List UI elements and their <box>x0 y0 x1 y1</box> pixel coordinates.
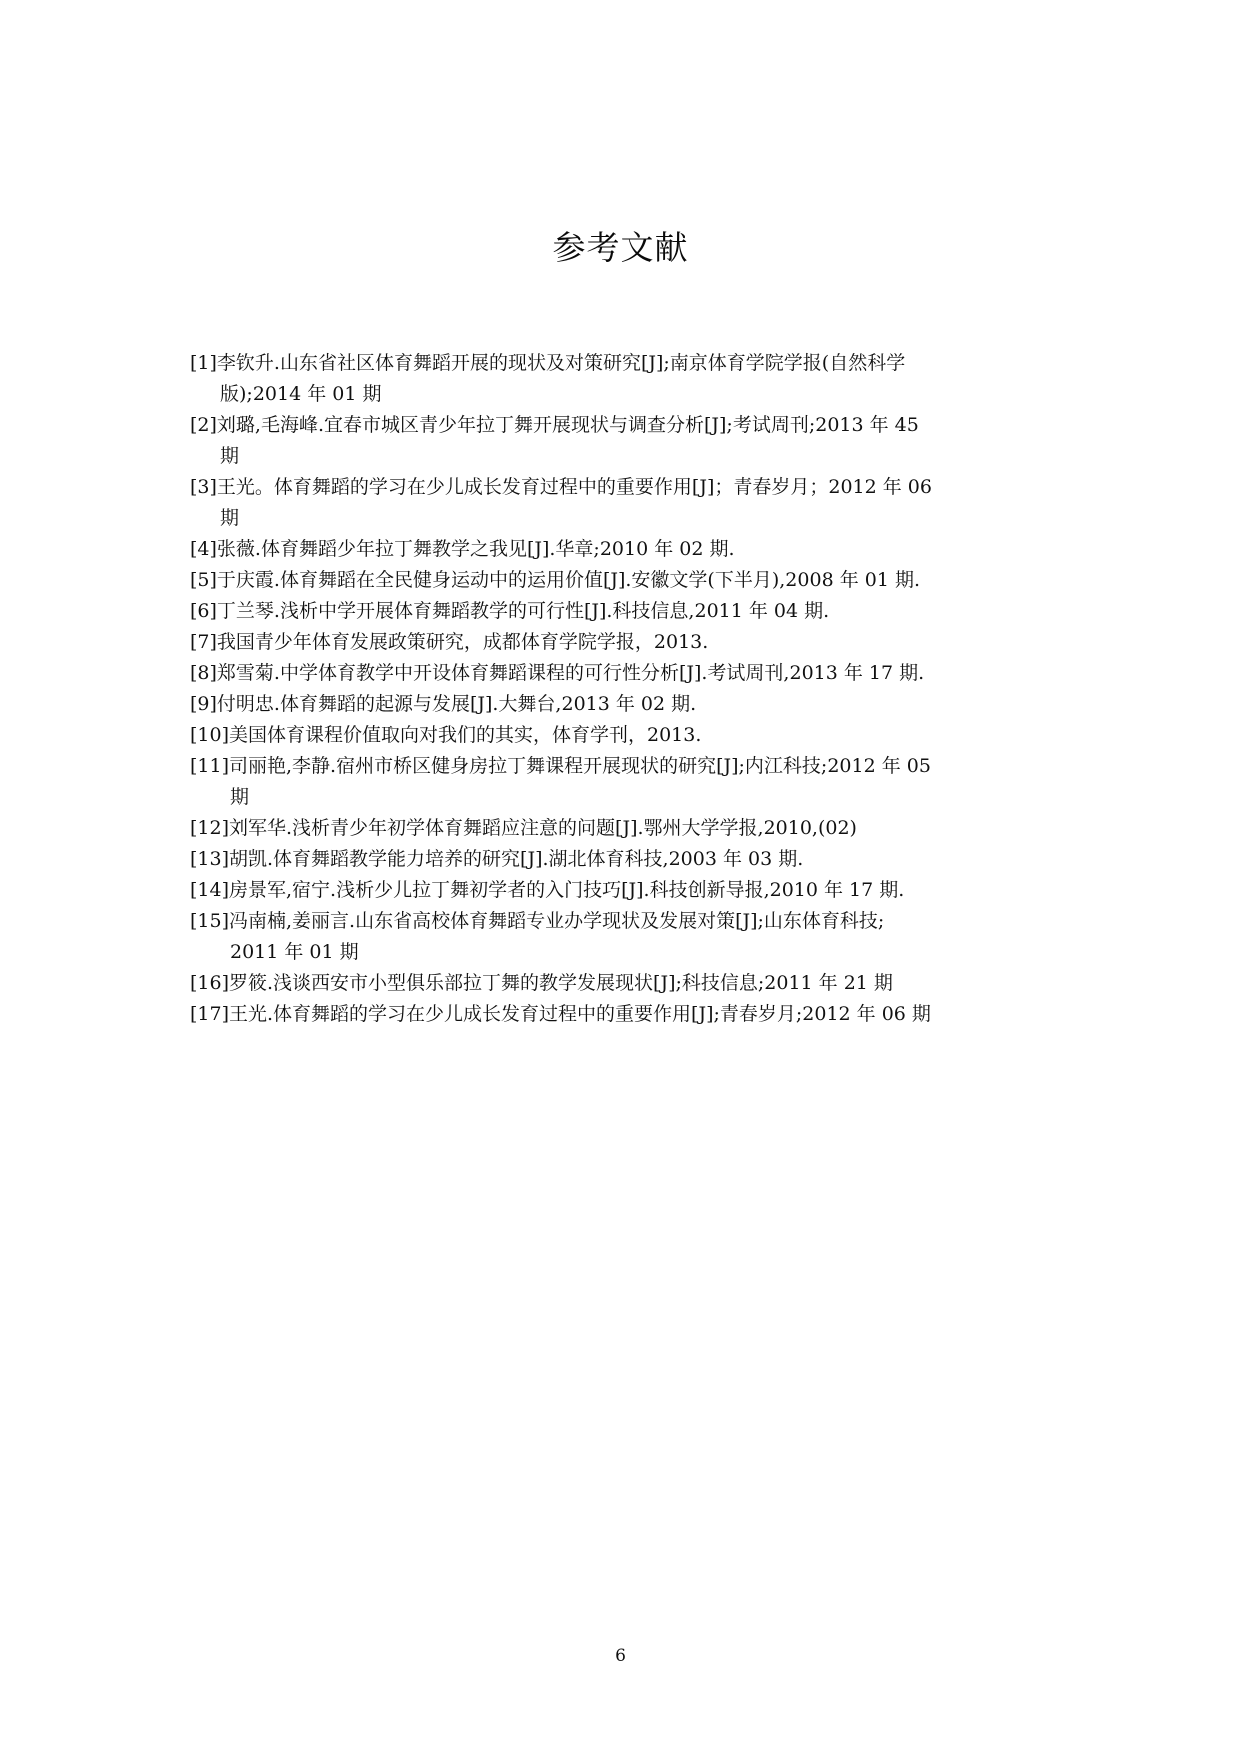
reference-item-12 <box>190 813 1050 844</box>
reference-continuation: 期 <box>220 445 240 467</box>
reference-continuation: 期 <box>230 786 250 808</box>
reference-item-10 <box>190 720 1050 751</box>
reference-line: [11]司丽艳,李静.宿州市桥区健身房拉丁舞课程开展现状的研究[J];内江科技;2012 年 05 <box>190 755 931 777</box>
reference-line: [9]付明忠.体育舞蹈的起源与发展[J].大舞台,2013 年 02 期. <box>190 693 697 715</box>
reference-line: [5]于庆霞.体育舞蹈在全民健身运动中的运用价值[J].安徽文学(下半月),2008 年 01 期. <box>190 569 920 591</box>
reference-line: [4]张薇.体育舞蹈少年拉丁舞教学之我见[J].华章;2010 年 02 期. <box>190 538 735 560</box>
reference-line: [15]冯南楠,姜丽言.山东省高校体育舞蹈专业办学现状及发展对策[J];山东体育科技; <box>190 910 885 932</box>
reference-continuation: 2011 年 01 期 <box>230 941 359 963</box>
reference-line: [8]郑雪菊.中学体育教学中开设体育舞蹈课程的可行性分析[J].考试周刊,2013 年 17 期. <box>190 662 925 684</box>
reference-line: [12]刘军华.浅析青少年初学体育舞蹈应注意的问题[J].鄂州大学学报,2010,(02) <box>190 817 857 839</box>
reference-item-13 <box>190 844 1050 875</box>
reference-item-17 <box>190 999 1050 1030</box>
reference-item-5 <box>190 565 1050 596</box>
reference-item-11 <box>190 751 1050 813</box>
reference-item-7 <box>190 627 1050 658</box>
reference-item-9 <box>190 689 1050 720</box>
reference-line: [7]我国青少年体育发展政策研究，成都体育学院学报，2013. <box>190 631 709 653</box>
reference-line: [3]王光。体育舞蹈的学习在少儿成长发育过程中的重要作用[J]；青春岁月；2012 年 06 <box>190 476 932 498</box>
reference-line: [2]刘璐,毛海峰.宜春市城区青少年拉丁舞开展现状与调查分析[J];考试周刊;2013 年 45 <box>190 414 919 436</box>
page-number: 6 <box>615 1646 626 1666</box>
reference-continuation: 期 <box>220 507 240 529</box>
reference-line: [10]美国体育课程价值取向对我们的其实，体育学刊，2013. <box>190 724 702 746</box>
reference-item-15 <box>190 906 1050 968</box>
reference-item-1 <box>190 348 1050 410</box>
reference-line: [6]丁兰琴.浅析中学开展体育舞蹈教学的可行性[J].科技信息,2011 年 04 期. <box>190 600 830 622</box>
reference-line: [13]胡凯.体育舞蹈教学能力培养的研究[J].湖北体育科技,2003 年 03 期. <box>190 848 804 870</box>
page-title: 参考文献 <box>552 228 689 267</box>
reference-item-4 <box>190 534 1050 565</box>
reference-item-16 <box>190 968 1050 999</box>
reference-item-2 <box>190 410 1050 472</box>
reference-list <box>190 348 1050 1030</box>
reference-item-8 <box>190 658 1050 689</box>
reference-item-3 <box>190 472 1050 534</box>
reference-item-6 <box>190 596 1050 627</box>
reference-line: [1]李钦升.山东省社区体育舞蹈开展的现状及对策研究[J];南京体育学院学报(自然科学 <box>190 352 906 374</box>
reference-item-14 <box>190 875 1050 906</box>
reference-line: [17]王光.体育舞蹈的学习在少儿成长发育过程中的重要作用[J];青春岁月;2012 年 06 期 <box>190 1003 931 1025</box>
reference-continuation: 版);2014 年 01 期 <box>220 383 382 405</box>
reference-line: [14]房景军,宿宁.浅析少儿拉丁舞初学者的入门技巧[J].科技创新导报,2010 年 17 期. <box>190 879 905 901</box>
reference-line: [16]罗筱.浅谈西安市小型俱乐部拉丁舞的教学发展现状[J];科技信息;2011 年 21 期 <box>190 972 893 994</box>
